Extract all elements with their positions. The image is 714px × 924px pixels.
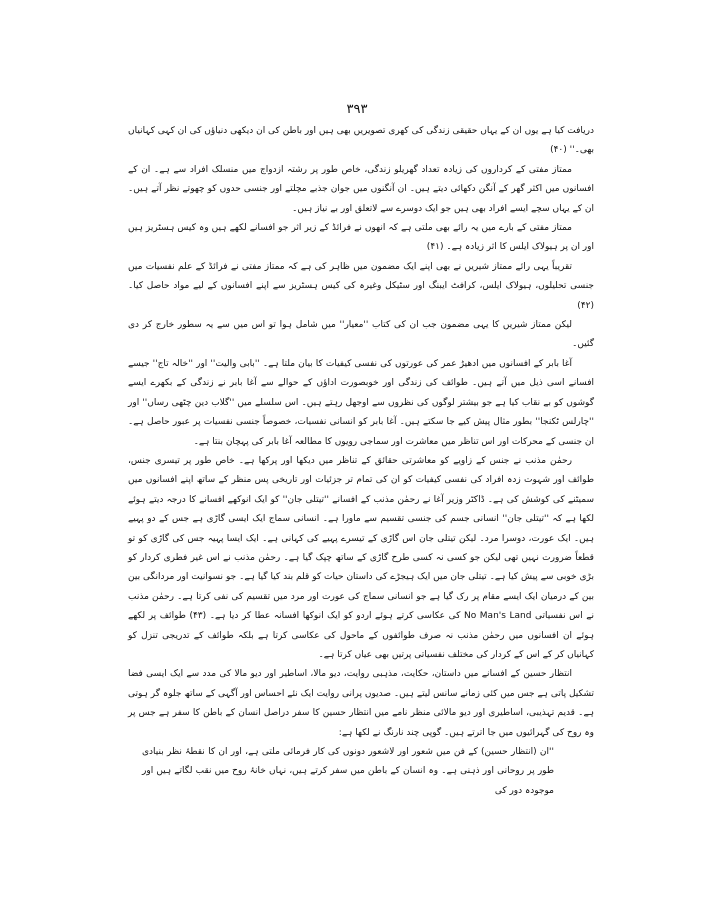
block-quote: ''ان (انتظار حسین) کے فن میں شعور اور لاشعور دونوں کی کار فرمائی ملتی ہے، اور ان کا نقطۂ نظر بنیادی طور پر روحانی اور ذہنی ہے۔ وہ انسان کے باطن میں سفر کرتے ہیں، نہاں خانۂ روح میں نقب لگاتے ہیں اور موجودہ دور کی <box>142 747 554 796</box>
page-number: ۳۹۳ <box>346 102 368 117</box>
paragraph: دریافت کیا ہے یوں ان کے یہاں حقیقی زندگی کی کھری تصویریں بھی ہیں اور باطن کی ان دیکھی دنیاؤں کی ان کہی کہانیاں بھی۔'' (۴۰) <box>128 126 594 156</box>
page-body <box>128 122 594 801</box>
paragraph: آغا بابر کے افسانوں میں ادھیڑ عمر کی عورتوں کی نفسی کیفیات کا بیان ملتا ہے۔ ''بابی والیت'' اور ''خالہ تاج'' جیسے افسانے اسی ذیل میں آتے ہیں۔ طوائف کی زندگی اور خوبصورت اداؤں کے حوالے سے آغا بابر نے زندگی کے بکھرے ایسے گوشوں کو بے نقاب کیا ہے جو بیشتر لوگوں کی نظروں سے اوجھل رہتے ہیں۔ اس سلسلے میں ''گلاب دین چٹھی رساں'' اور ''چارلس ٹکنجا'' بطور مثال پیش کیے جا سکتے ہیں۔ آغا بابر کو انسانی نفسیات، خصوصاً جنسی نفسیات پر عبور حاصل ہے۔ ان جنسی کے محرکات اور اس تناظر میں معاشرت اور سماجی رویوں کا مطالعہ آغا بابر کی پہچان بنتا ہے۔ <box>128 358 594 447</box>
paragraph: ممتاز مفتی کے کرداروں کی زیادہ تعداد گھریلو زندگی، خاص طور پر رشتہ ازدواج میں منسلک افراد سے ہے۔ ان کے افسانوں میں اکثر گھر کے آنگن دکھائی دیتے ہیں۔ ان آنگنوں میں جوان جذبے مچلتے اور جنسی حدوں کو چھوتے نظر آتے ہیں۔ ان کے یہاں سچے ایسے افراد بھی ہیں جو ایک دوسرے سے لاتعلق اور بے نیاز ہیں۔ <box>128 164 594 214</box>
paragraph: لیکن ممتاز شیریں کا یہی مضمون جب ان کی کتاب ''معیار'' میں شامل ہوا تو اس میں سے یہ سطور خارج کر دی گئیں۔ <box>128 320 594 350</box>
paragraph: ممتاز مفتی کے بارے میں یہ رائے بھی ملتی ہے کہ انھوں نے فرائڈ کے زیر اثر جو افسانے لکھے ہیں وہ کیس ہسٹریز ہیں اور ان پر ہیولاک ایلس کا اثر زیادہ ہے۔ (۴۱) <box>128 223 594 253</box>
paragraph: تقریباً یہی رائے ممتاز شیریں نے بھی اپنے ایک مضمون میں ظاہر کی ہے کہ ممتاز مفتی نے فرائڈ کے علم نفسیات میں جنسی تحلیلوں، ہیولاک ایلس، کرافٹ ایبنگ اور سٹیکل وغیرہ کی کیس ہسٹریز سے اپنے افسانوں کے لیے مواد حاصل کیا۔ (۴۲) <box>128 261 594 311</box>
paragraph: رحمٰن مذنب نے جنس کے زاویے کو معاشرتی حقائق کے تناظر میں دیکھا اور پرکھا ہے۔ خاص طور پر تیسری جنس، طوائف اور شہوت زدہ افراد کی نفسی کیفیات کو ان کی تمام تر جزئیات اور تاریخی پس منظر کے ساتھ اپنے افسانوں میں سمیٹنے کی کوشش کی ہے۔ ڈاکٹر وزیر آغا نے رحمٰن مذنب کے افسانے ''تیتلی جان'' کو ایک انوکھے افسانے کا درجہ دیتے ہوئے لکھا ہے کہ ''تیتلی جان'' انسانی جسم کی جنسی تقسیم سے ماورا ہے۔ انسانی سماج ایک ایسی گاڑی ہے جس کے دو پہیے ہیں۔ ایک عورت، دوسرا مرد۔ لیکن تیتلی جان اس گاڑی کے تیسرے پہیے کی کہانی ہے۔ ایک ایسا پہیہ جس کی گاڑی کو تو قطعاً ضرورت نہیں تھی لیکن جو کسی نہ کسی طرح گاڑی کے ساتھ چپک گیا ہے۔ رحمٰن مذنب نے اس غیر فطری کردار کو بڑی خوبی سے پیش کیا ہے۔ تیتلی جان میں ایک ہیجڑے کی داستان حیات کو قلم بند کیا گیا ہے۔ جو نسوانیت اور مردانگی بین بین کے درمیان ایک ایسے مقام پر رک گیا ہے جو انسانی سماج کی عورت اور مرد میں تقسیم کی نفی کرتا ہے۔ رحمٰن مذنب نے اس نفسیاتی No Man's Land کی عکاسی کرتے ہوئے اردو کو ایک انوکھا افسانہ عطا کر دیا ہے۔ (۴۳) طوائف پر لکھے ہوئے ان افسانوں میں رحمٰن مذنب نہ صرف طوائفوں کے ماحول کی عکاسی کرتا ہے بلکہ طوائف کے تدریجی تنزل کو کہانیاں کر کے اس کے کردار کی مختلف نفسیاتی پرتیں بھی عیاں کرتا ہے۔ <box>128 455 594 660</box>
paragraph: انتظار حسین کے افسانے میں داستان، حکایت، مذہبی روایت، دیو مالا، اساطیر اور دیو مالا کی مدد سے ایک ایسی فضا تشکیل پاتی ہے جس میں کئی زمانے سانس لیتے ہیں۔ صدیوں پرانی روایت ایک نئے احساس اور آگہی کے ساتھ جلوہ گر ہوتی ہے۔ قدیم تہذیبی، اساطیری اور دیو مالائی منظر نامے میں انتظار حسین کا سفر دراصل انسان کے باطن کا سفر ہے جس پر وہ روح کی گہرائیوں میں جا اترتے ہیں۔ گوپی چند نارنگ نے لکھا ہے: <box>128 669 594 738</box>
